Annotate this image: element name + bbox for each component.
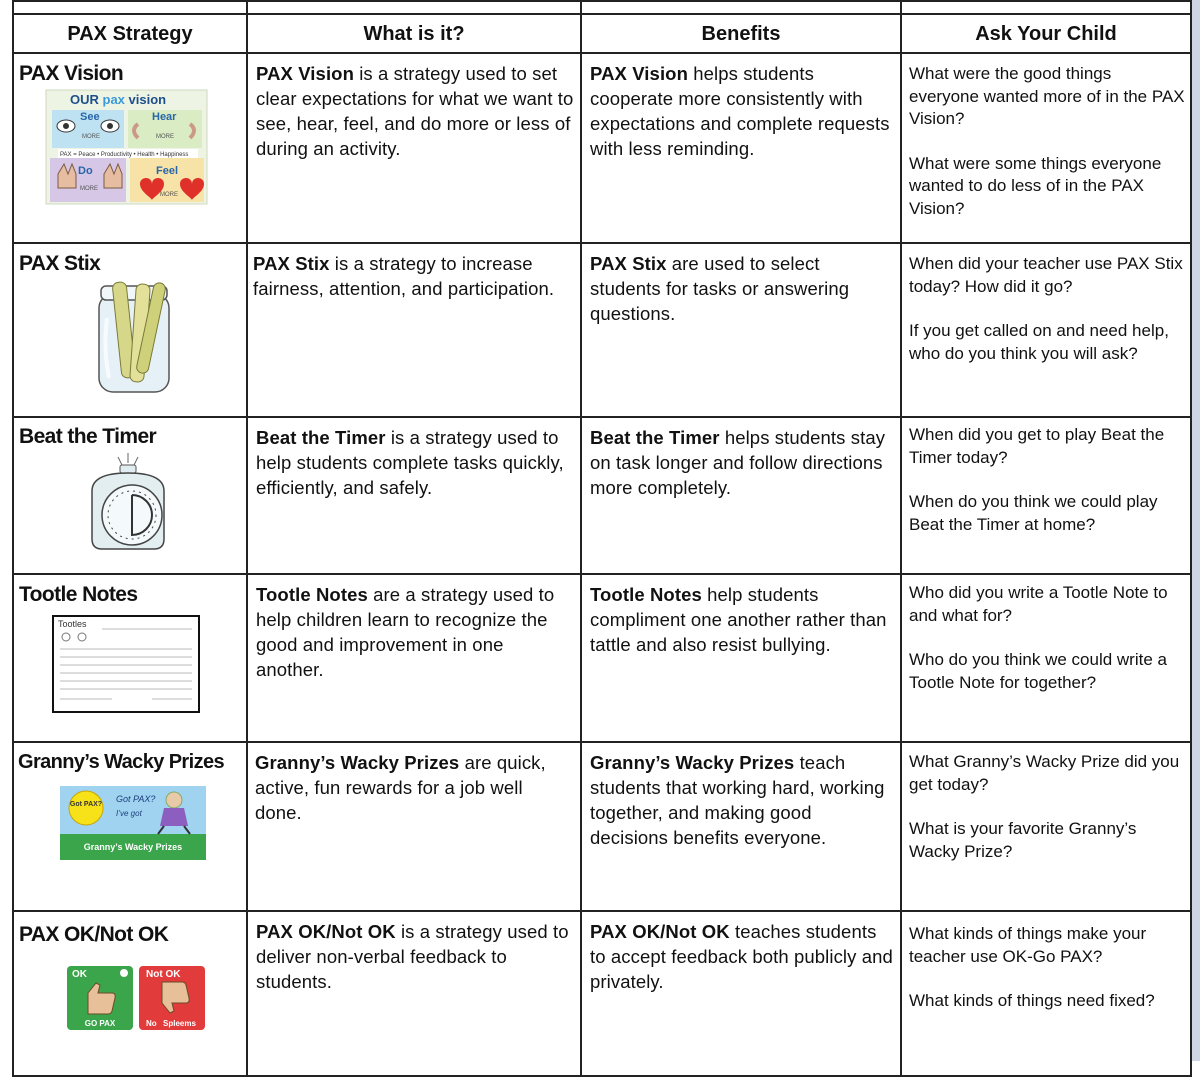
strategy-cell	[13, 417, 247, 574]
benefit-cell: PAX Vision helps students cooperate more consistently with expectations and complete requests with less reminding.	[581, 53, 901, 243]
ask-question: Who do you think we could write a Tootle Note for together?	[909, 650, 1167, 692]
svg-text:Granny’s Wacky Prizes: Granny’s Wacky Prizes	[83, 842, 183, 852]
svg-text:Hear: Hear	[152, 111, 177, 123]
what-cell: Granny’s Wacky Prizes are quick, active, fun rewards for a job well done.	[247, 742, 581, 911]
ask-cell	[901, 417, 1191, 574]
ask-cell	[901, 911, 1191, 1076]
ask-question: What were some things everyone wanted to do less of in the PAX Vision?	[909, 153, 1162, 218]
svg-text:Not OK: Not OK	[146, 969, 181, 980]
ask-question: If you get called on and need help, who do you think you will ask?	[909, 321, 1169, 363]
strategy-name: PAX Stix	[19, 252, 101, 275]
what-cell: PAX OK/Not OK is a strategy used to deliver non-verbal feedback to students.	[247, 911, 581, 1076]
what-cell: PAX Vision is a strategy used to set clear expectations for what we want to see, hear, feel, and do more or less of during an activity.	[247, 53, 581, 243]
svg-text:See: See	[80, 111, 100, 123]
svg-text:PAX = Peace • Productivity • H: PAX = Peace • Productivity • Health • Happiness	[60, 152, 189, 158]
what-cell: Beat the Timer is a strategy used to help students complete tasks quickly, efficiently, and safely.	[247, 417, 581, 574]
strategy-name: Beat the Timer	[19, 425, 157, 448]
benefit-cell: Tootle Notes help students compliment one another rather than tattle and also resist bullying.	[581, 574, 901, 742]
grannys-wacky-prizes-image	[60, 786, 206, 860]
header-what: What is it?	[247, 14, 581, 53]
svg-text:Tootles: Tootles	[58, 619, 87, 629]
benefit-cell: Granny’s Wacky Prizes teach students that working hard, working together, and making good decisions benefits everyone.	[581, 742, 901, 911]
header-benefits: Benefits	[581, 14, 901, 53]
benefit-cell: Beat the Timer helps students stay on task longer and follow directions more completely.	[581, 417, 901, 574]
svg-text:Do: Do	[78, 165, 93, 177]
svg-text:MORE: MORE	[156, 134, 174, 140]
strategy-name: PAX OK/Not OK	[19, 923, 169, 946]
pax-vision-poster-image	[44, 88, 209, 206]
ask-question: Who did you write a Tootle Note to and what for?	[909, 583, 1168, 625]
table-row	[13, 742, 1191, 911]
table-row	[13, 417, 1191, 574]
svg-text:GO PAX: GO PAX	[84, 1019, 116, 1028]
table-row	[13, 911, 1191, 1076]
strategy-name: Tootle Notes	[19, 583, 138, 606]
ask-cell	[901, 53, 1191, 243]
ask-question: When did your teacher use PAX Stix today? How did it go?	[909, 254, 1183, 296]
pax-strategy-table	[12, 0, 1192, 1077]
svg-text:MORE: MORE	[82, 134, 100, 140]
strategy-cell	[13, 742, 247, 911]
ask-question: What is your favorite Granny’s Wacky Prize?	[909, 819, 1137, 861]
table-top-strip	[13, 1, 1191, 14]
svg-text:OUR pax vision: OUR pax vision	[70, 92, 167, 107]
svg-text:MORE: MORE	[80, 186, 98, 192]
benefit-cell: PAX OK/Not OK teaches students to accept feedback both publicly and privately.	[581, 911, 901, 1076]
svg-text:MORE: MORE	[160, 192, 178, 198]
svg-text:Spleems: Spleems	[163, 1019, 196, 1028]
what-cell: Tootle Notes are a strategy used to help children learn to recognize the good and improvement in one another.	[247, 574, 581, 742]
ok-not-ok-cards-image	[66, 965, 206, 1031]
strategy-cell	[13, 911, 247, 1076]
ask-cell	[901, 742, 1191, 911]
strategy-name: Granny’s Wacky Prizes	[18, 751, 225, 773]
ask-question: What Granny’s Wacky Prize did you get today?	[909, 752, 1180, 794]
ask-question: What kinds of things need fixed?	[909, 991, 1155, 1010]
svg-text:Feel: Feel	[156, 165, 179, 177]
table-row	[13, 53, 1191, 243]
svg-text:I’ve got: I’ve got	[116, 809, 142, 818]
strategy-cell	[13, 574, 247, 742]
strategy-name: PAX Vision	[19, 62, 124, 85]
svg-text:Got PAX?: Got PAX?	[116, 794, 156, 804]
benefit-cell: PAX Stix are used to select students for tasks or answering questions.	[581, 243, 901, 417]
ask-question: When did you get to play Beat the Timer today?	[909, 425, 1165, 467]
table-header-row	[13, 14, 1191, 53]
ask-question: What were the good things everyone wanted more of in the PAX Vision?	[909, 64, 1185, 128]
svg-text:No: No	[146, 1019, 157, 1028]
timer-image	[78, 451, 178, 555]
ask-question: What kinds of things make your teacher use OK-Go PAX?	[909, 924, 1147, 966]
svg-text:OK: OK	[72, 969, 87, 980]
table-row	[13, 574, 1191, 742]
ask-cell	[901, 243, 1191, 417]
ask-cell	[901, 574, 1191, 742]
stix-jar-image	[89, 278, 179, 396]
strategy-cell	[13, 243, 247, 417]
ask-question: When do you think we could play Beat the Timer at home?	[909, 492, 1158, 534]
table-row	[13, 243, 1191, 417]
strategy-cell	[13, 53, 247, 243]
header-ask: Ask Your Child	[901, 14, 1191, 53]
what-cell: PAX Stix is a strategy to increase fairness, attention, and participation.	[247, 243, 581, 417]
header-strategy: PAX Strategy	[13, 14, 247, 53]
page-edge	[1191, 0, 1200, 1061]
svg-text:Got PAX?: Got PAX?	[69, 801, 103, 808]
tootle-note-image	[52, 615, 200, 713]
